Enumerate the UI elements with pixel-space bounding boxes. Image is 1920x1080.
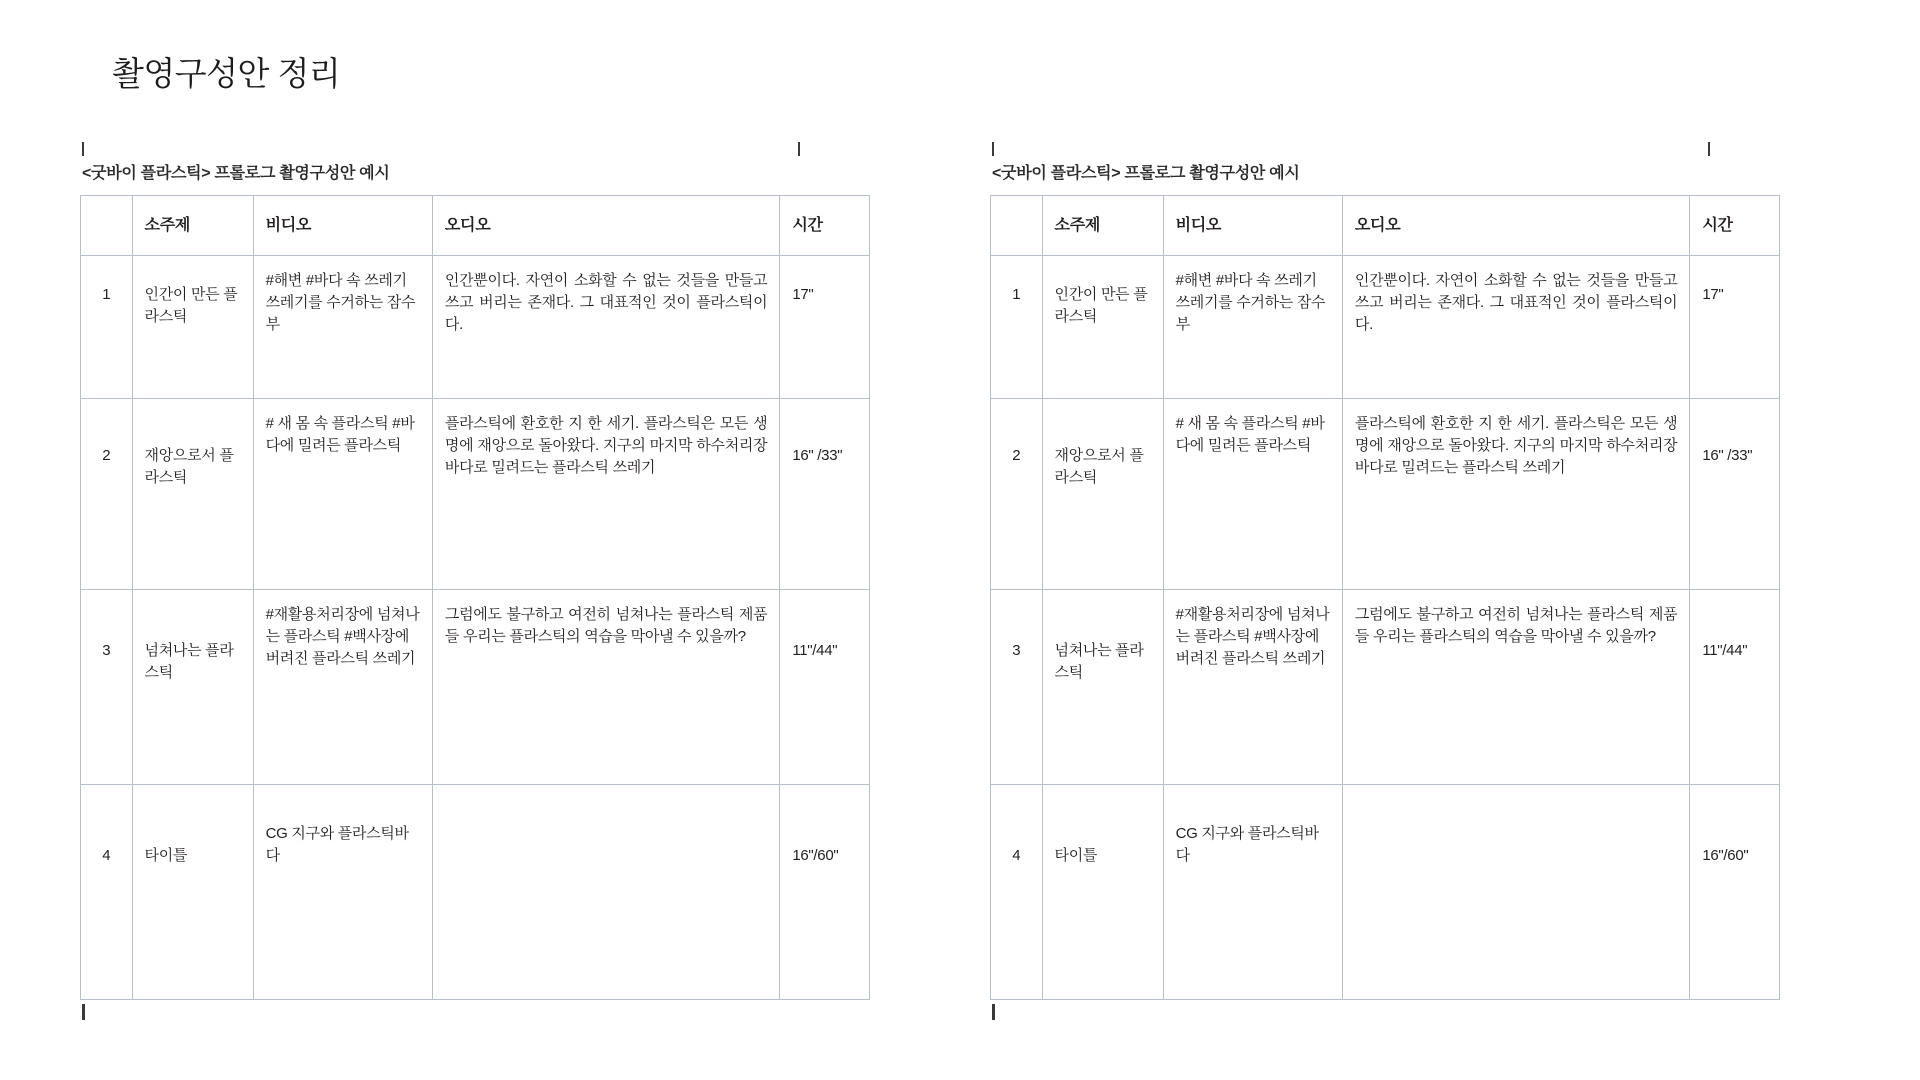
column-header-index bbox=[81, 196, 133, 256]
cell-video: #해변 #바다 속 쓰레기 쓰레기를 수거하는 잠수부 bbox=[1163, 256, 1342, 399]
cell-audio: 그럼에도 불구하고 여전히 넘쳐나는 플라스틱 제품들 우리는 플라스틱의 역습을 막아낼 수 있을까? bbox=[432, 590, 779, 785]
crop-mark-top-left bbox=[82, 142, 84, 156]
cell-subtopic: 인간이 만든 플라스틱 bbox=[132, 256, 253, 399]
document-caption: <굿바이 플라스틱> 프롤로그 촬영구성안 예시 bbox=[82, 165, 390, 182]
cell-subtopic: 넘쳐나는 플라스틱 bbox=[1042, 590, 1163, 785]
cell-time: 11"/44" bbox=[1690, 590, 1780, 785]
cell-video: #해변 #바다 속 쓰레기 쓰레기를 수거하는 잠수부 bbox=[253, 256, 432, 399]
cell-video: CG 지구와 플라스틱바다 bbox=[253, 785, 432, 1000]
cell-audio: 인간뿐이다. 자연이 소화할 수 없는 것들을 만들고 쓰고 버리는 존재다. 그 대표적인 것이 플라스틱이다. bbox=[1342, 256, 1689, 399]
cell-time: 17" bbox=[1690, 256, 1780, 399]
crop-mark-bottom-left bbox=[82, 1004, 85, 1020]
cell-audio bbox=[432, 785, 779, 1000]
cell-video: # 새 몸 속 플라스틱 #바다에 밀려든 플라스틱 bbox=[1163, 399, 1342, 590]
document-caption: <굿바이 플라스틱> 프롤로그 촬영구성안 예시 bbox=[992, 165, 1300, 182]
column-header-subtopic: 소주제 bbox=[132, 196, 253, 256]
column-header-subtopic: 소주제 bbox=[1042, 196, 1163, 256]
cell-audio: 인간뿐이다. 자연이 소화할 수 없는 것들을 만들고 쓰고 버리는 존재다. 그 대표적인 것이 플라스틱이다. bbox=[432, 256, 779, 399]
cell-audio: 플라스틱에 환호한 지 한 세기. 플라스틱은 모든 생명에 재앙으로 돌아왔다. 지구의 마지막 하수처리장 바다로 밀려드는 플라스틱 쓰레기 bbox=[432, 399, 779, 590]
column-header-index bbox=[991, 196, 1043, 256]
column-header-time: 시간 bbox=[780, 196, 870, 256]
cell-time: 16" /33" bbox=[780, 399, 870, 590]
cell-video: #재활용처리장에 넘쳐나는 플라스틱 #백사장에 버려진 플라스틱 쓰레기 bbox=[1163, 590, 1342, 785]
column-header-audio: 오디오 bbox=[432, 196, 779, 256]
crop-mark-top-right bbox=[798, 142, 800, 156]
cell-subtopic: 인간이 만든 플라스틱 bbox=[1042, 256, 1163, 399]
cell-time: 16" /33" bbox=[1690, 399, 1780, 590]
cell-time: 11"/44" bbox=[780, 590, 870, 785]
cell-index: 1 bbox=[991, 256, 1043, 399]
crop-mark-top-left bbox=[992, 142, 994, 156]
table-row bbox=[991, 399, 1780, 590]
storyboard-table bbox=[80, 195, 870, 1000]
table-row bbox=[81, 256, 870, 399]
cell-video: #재활용처리장에 넘쳐나는 플라스틱 #백사장에 버려진 플라스틱 쓰레기 bbox=[253, 590, 432, 785]
column-header-audio: 오디오 bbox=[1342, 196, 1689, 256]
table-row bbox=[991, 590, 1780, 785]
storyboard-table bbox=[990, 195, 1780, 1000]
column-header-time: 시간 bbox=[1690, 196, 1780, 256]
cell-subtopic: 넘쳐나는 플라스틱 bbox=[132, 590, 253, 785]
column-header-video: 비디오 bbox=[253, 196, 432, 256]
table-row bbox=[81, 785, 870, 1000]
page-title: 촬영구성안 정리 bbox=[112, 55, 341, 92]
cell-time: 16"/60" bbox=[1690, 785, 1780, 1000]
cell-index: 2 bbox=[991, 399, 1043, 590]
document-copy-right bbox=[990, 160, 1780, 1000]
cell-audio: 플라스틱에 환호한 지 한 세기. 플라스틱은 모든 생명에 재앙으로 돌아왔다. 지구의 마지막 하수처리장 바다로 밀려드는 플라스틱 쓰레기 bbox=[1342, 399, 1689, 590]
cell-subtopic: 타이틀 bbox=[132, 785, 253, 1000]
cell-index: 3 bbox=[81, 590, 133, 785]
table-row bbox=[991, 785, 1780, 1000]
cell-index: 1 bbox=[81, 256, 133, 399]
cell-index: 3 bbox=[991, 590, 1043, 785]
cell-video: # 새 몸 속 플라스틱 #바다에 밀려든 플라스틱 bbox=[253, 399, 432, 590]
cell-index: 4 bbox=[991, 785, 1043, 1000]
cell-subtopic: 재앙으로서 플라스틱 bbox=[1042, 399, 1163, 590]
cell-index: 2 bbox=[81, 399, 133, 590]
cell-time: 16"/60" bbox=[780, 785, 870, 1000]
crop-mark-bottom-left bbox=[992, 1004, 995, 1020]
crop-mark-top-right bbox=[1708, 142, 1710, 156]
table-row bbox=[81, 590, 870, 785]
table-row bbox=[81, 399, 870, 590]
table-header-row bbox=[81, 196, 870, 256]
cell-time: 17" bbox=[780, 256, 870, 399]
cell-subtopic: 타이틀 bbox=[1042, 785, 1163, 1000]
cell-video: CG 지구와 플라스틱바다 bbox=[1163, 785, 1342, 1000]
document-copy-left bbox=[80, 160, 870, 1000]
cell-subtopic: 재앙으로서 플라스틱 bbox=[132, 399, 253, 590]
cell-audio: 그럼에도 불구하고 여전히 넘쳐나는 플라스틱 제품들 우리는 플라스틱의 역습을 막아낼 수 있을까? bbox=[1342, 590, 1689, 785]
table-header-row bbox=[991, 196, 1780, 256]
column-header-video: 비디오 bbox=[1163, 196, 1342, 256]
cell-audio bbox=[1342, 785, 1689, 1000]
table-row bbox=[991, 256, 1780, 399]
cell-index: 4 bbox=[81, 785, 133, 1000]
